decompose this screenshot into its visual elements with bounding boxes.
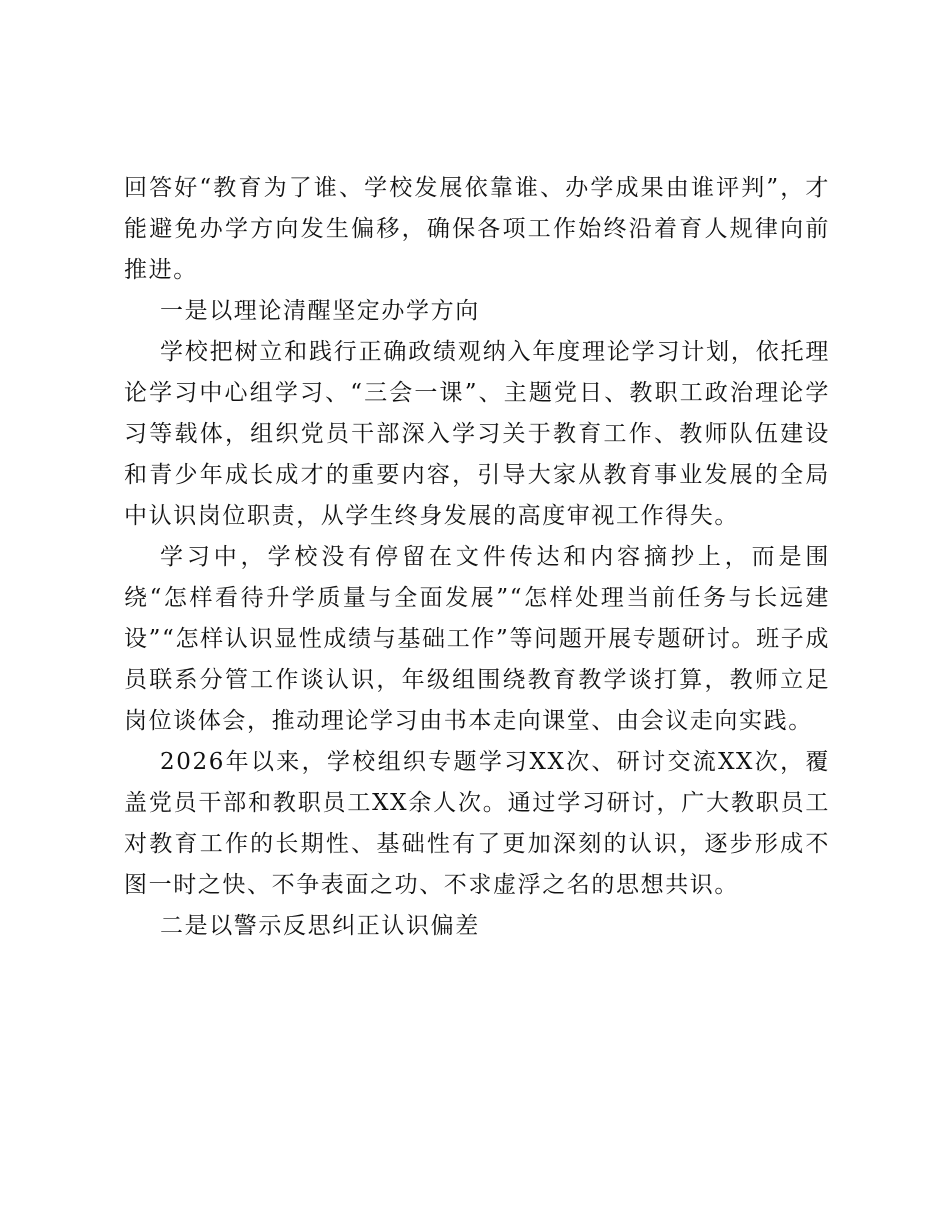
- section-heading-1: 一是以理论清醒坚定办学方向: [160, 298, 480, 324]
- paragraph-study-discussion: 学习中，学校没有停留在文件传达和内容摘抄上，而是围绕“怎样看待升学质量与全面发展”“怎样处理当前任务与长远建设”“怎样认识显性成绩与基础工作”等问题开展专题研讨。班子成员联系分管工作谈认识，年级组围绕教育教学谈打算，教师立足岗位谈体会，推动理论学习由书本走向课堂、由会议走向实践。: [124, 544, 830, 734]
- paragraph-theory-study-plan: 学校把树立和践行正确政绩观纳入年度理论学习计划，依托理论学习中心组学习、“三会一课”、主题党日、教职工政治理论学习等载体，组织党员干部深入学习关于教育工作、教师队伍建设和青少年成长成才的重要内容，引导大家从教育事业发展的全局中认识岗位职责，从学生终身发展的高度审视工作得失。: [124, 339, 830, 529]
- paragraph-study-results: 2026年以来，学校组织专题学习XX次、研讨交流XX次，覆盖党员干部和教职员工XX余人次。通过学习研讨，广大教职员工对教育工作的长期性、基础性有了更加深刻的认识，逐步形成不图一时之快、不争表面之功、不求虚浮之名的思想共识。: [124, 749, 830, 898]
- section-heading-2: 二是以警示反思纠正认识偏差: [160, 913, 480, 939]
- paragraph-intro-continuation: 回答好“教育为了谁、学校发展依靠谁、办学成果由谁评判”，才能避免办学方向发生偏移，确保各项工作始终沿着育人规律向前推进。: [124, 175, 830, 283]
- document-body: [124, 168, 830, 947]
